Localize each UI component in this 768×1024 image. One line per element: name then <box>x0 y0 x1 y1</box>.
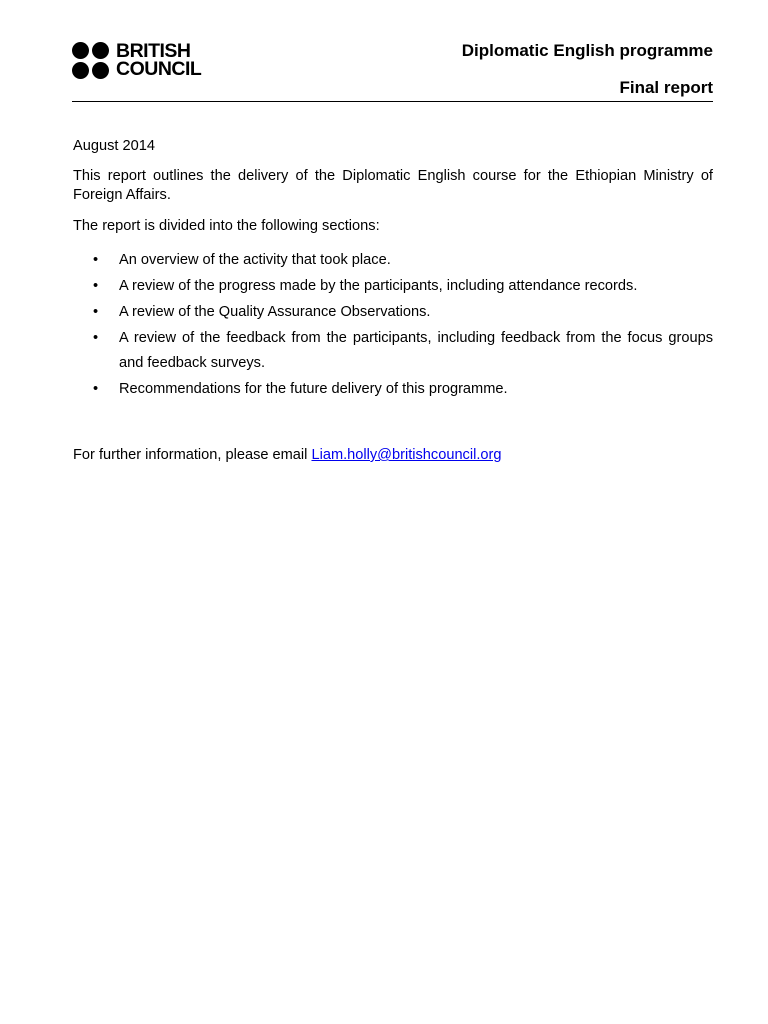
sections-list <box>73 248 713 402</box>
list-item <box>73 326 713 376</box>
list-item <box>73 377 713 402</box>
bullet-icon: • <box>93 252 99 268</box>
logo-dots-icon <box>72 42 110 79</box>
bullet-icon: • <box>93 304 99 320</box>
sections-lead-paragraph: The report is divided into the following sections: <box>73 218 380 234</box>
list-item-text: An overview of the activity that took place. <box>119 252 391 268</box>
list-item <box>73 300 713 325</box>
logo-line-1: BRITISH <box>116 40 191 62</box>
contact-paragraph <box>73 446 713 465</box>
list-item-text: Recommendations for the future delivery of this programme. <box>119 381 508 397</box>
list-item <box>73 274 713 299</box>
logo-line-2: COUNCIL <box>116 58 202 80</box>
report-date: August 2014 <box>73 138 155 154</box>
bullet-icon: • <box>93 330 99 346</box>
email-link[interactable]: Liam.holly@britishcouncil.org <box>311 447 502 463</box>
document-header <box>72 38 713 102</box>
list-item-text: A review of the Quality Assurance Observations. <box>119 304 431 320</box>
bullet-icon: • <box>93 278 99 294</box>
british-council-logo <box>72 41 201 79</box>
intro-paragraph: This report outlines the delivery of the Diplomatic English course for the Ethiopian Ministry of Foreign Affairs. <box>73 168 713 203</box>
document-title: Diplomatic English programme <box>461 41 713 60</box>
contact-text: For further information, please email <box>73 447 312 463</box>
bullet-icon: • <box>93 381 99 397</box>
logo-wordmark <box>116 42 201 78</box>
document-subtitle: Final report <box>619 78 713 97</box>
header-divider <box>72 101 713 102</box>
list-item-text: A review of the progress made by the participants, including attendance records. <box>119 278 638 294</box>
list-item-text: A review of the feedback from the participants, including feedback from the focus groups and feedback surveys. <box>119 330 713 371</box>
list-item <box>73 248 713 273</box>
document-body <box>73 137 713 465</box>
